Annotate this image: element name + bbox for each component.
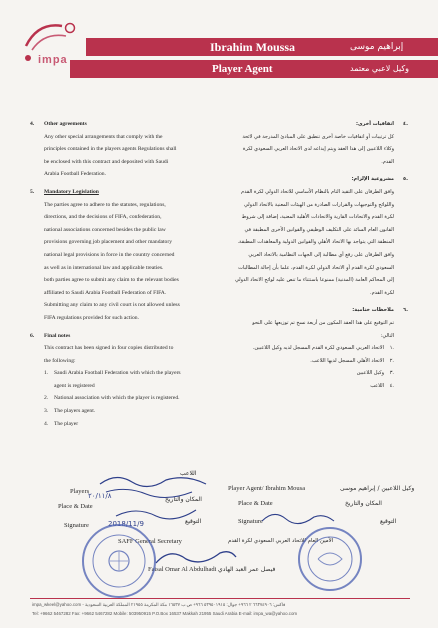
text-line: السعودي لكرة القدم أو الاتحاد الدولي لكرة القدم، علما بأن إحالة المطالبات <box>238 264 394 271</box>
text-line: The parties agree to adhere to the statutes, regulations, <box>44 201 166 208</box>
text-line: تم التوقيع على هذا العقد المكون من أربعة نسخ تم توزيعها على النحو <box>252 319 394 326</box>
text-line: This contract has been signed in four copies distributed to <box>44 345 174 352</box>
list-item: 1. Saudi Arabia Football Federation with which the players <box>44 370 181 377</box>
text-line: FIFA regulations provided for such action. <box>44 314 139 321</box>
section-heading: Other agreements <box>44 121 87 127</box>
place-date-label: Place & Date <box>58 503 93 510</box>
signature-label: Signature <box>64 522 89 529</box>
list-item: .٢ الاتحاد الأهلي المسجل لديها اللاعب. <box>310 357 394 364</box>
agent-signature-label: Signature <box>238 518 263 525</box>
text-line: principles contained in the players agents Regulations shall <box>44 146 177 153</box>
agent-title-ar: وكيل لاعبي معتمد <box>350 64 410 73</box>
section-number: 5. <box>30 188 35 195</box>
arabic-column <box>225 118 408 397</box>
section-number: 6. <box>30 332 35 339</box>
list-item: .٤ اللاعب <box>370 382 394 389</box>
text-line: affiliated to Saudi Arabia Football Federation of FIFA. <box>44 289 167 296</box>
text-line: Any other special arrangements that comply with the <box>44 133 163 140</box>
text-line: لكرة القدم. <box>369 289 394 296</box>
section-number: .٥ <box>403 176 408 183</box>
player-label-ar: اللاعب <box>180 470 197 477</box>
section-number: .٦ <box>403 307 408 314</box>
agent-place-label: Place & Date <box>238 500 273 507</box>
text-line: واللوائح والتوجيهات والقرارات الصادرة من الهيئات المعنية بالاتحاد الدولي <box>243 201 394 208</box>
agent-signature-label-ar: التوقيع <box>380 518 397 525</box>
text-line: national legal provisions in force in the country concerned <box>44 251 175 258</box>
english-column <box>30 118 220 435</box>
text-line: لكرة القدم والاتحادات القارية والاتحادات الأهلية المعنية، إضافة إلى شروط <box>241 214 394 221</box>
secretary-label: SAFF General Secretary <box>118 538 182 545</box>
text-line: provisions governing job placement and other mandatory <box>44 239 173 246</box>
section-heading: Final notes <box>44 332 71 339</box>
list-item: .١ الاتحاد العربي السعودي لكرة القدم المسجل لديه وكيل اللاعبين. <box>252 345 394 352</box>
text-line: Arabia Football Federation. <box>44 171 106 178</box>
text-line: directions, and the decisions of FIFA, confederation, <box>44 214 162 221</box>
section-other-agreements <box>30 118 220 181</box>
section-final-notes <box>30 330 220 431</box>
text-line: be enclosed with this contract and deposited with Saudi <box>44 158 169 165</box>
secretary-label-ar: الأمين العام للاتحاد العربي السعودي لكرة القدم <box>228 538 334 544</box>
signature-label-ar: التوقيع <box>185 518 202 525</box>
footer-divider <box>30 598 410 599</box>
agent-label: Player Agent/ Ibrahim Mousa <box>228 485 306 492</box>
player-label: Players <box>70 488 90 495</box>
section-number: 4. <box>30 121 35 127</box>
text-line: كل ترتيبات أو اتفاقيات خاصة أخرى تنطبق على المبادئ المدرجة في لائحة <box>242 133 394 140</box>
text-line: Submitting any claim to any civil court is not allowed unless <box>44 302 180 309</box>
text-line: إلى المحاكم العامة (المدنية) ممنوعا باستثناء ما تنص عليه لوائح الاتحاد الدولي <box>234 277 394 284</box>
text-line: as well as in international law and applicable treaties. <box>44 264 164 271</box>
section-heading: ملاحظات ختامية: <box>352 307 394 314</box>
section-heading: مشروعية الإلزام: <box>351 176 394 183</box>
section-heading: اتفاقيات أخرى: <box>355 121 394 127</box>
text-line: both parties agree to submit any claim to the relevant bodies <box>44 277 179 284</box>
list-item-continued: agent is registered <box>54 382 95 389</box>
text-line: national associations concerned besides the public law <box>44 226 166 233</box>
player-signature <box>96 470 216 530</box>
section-mandatory-legislation-ar <box>225 173 408 299</box>
secretary-name: Faisal Omar Al Abdulhadi <box>148 566 217 573</box>
agent-name-ar: إبراهيم موسى <box>350 42 404 52</box>
list-item: 3. The players agent. <box>44 408 96 415</box>
section-mandatory-legislation <box>30 186 220 325</box>
footer-contact-ar: impa_wkeel@yahoo.com - فاكس: ٦٦٣٧٤٩٠٦ ٢ ٩٦٦+ جوال: ٥٣٩٥٠١٩١٥ ٩٦٦+ ص.ب ١٦٥٣٧ مكة المكرمة ٢١٩٥٥ المملكة العربية السعودية <box>32 602 286 607</box>
section-other-agreements-ar <box>225 118 408 168</box>
text-line: المنطقة التي يتواجد بها الاتحاد الأهلي والقوانين الدولية والمعاهدات المطبقة. <box>237 239 394 246</box>
text-line: وكلاء اللاعبين إلى هذا العقد ويتم إيداعه لدى الاتحاد العربي السعودي لكرة <box>242 146 394 153</box>
text-line: القانون العام السائد على التكليف الوظيفي والقوانين الأخرى المطبقة في <box>244 226 394 233</box>
handwritten-date-sig: 2018/11/9 <box>108 520 144 528</box>
text-line: القدم. <box>381 158 394 165</box>
list-item: 4. The player <box>44 420 79 427</box>
secretary-signature <box>150 545 240 569</box>
text-line: وافق الطرفان على التقيد التام بالنظام الأساسي للاتحاد الدولي لكرة القدم <box>241 188 394 195</box>
agent-title-en: Player Agent <box>212 63 273 75</box>
section-heading: Mandatory Legislation <box>44 188 99 195</box>
list-item: .٣ وكيل اللاعبين <box>356 370 394 377</box>
section-final-notes-ar <box>225 304 408 392</box>
agent-label-ar: وكيل اللاعبين / إبراهيم موسى <box>340 485 415 492</box>
agent-stamp-icon <box>296 525 364 593</box>
text-line: the following: <box>44 357 76 364</box>
list-item: 2. National association with which the player is registered. <box>44 395 180 402</box>
place-date-label-ar: المكان والتاريخ <box>165 496 202 503</box>
footer-contact-en: Tel: +9662 5467282 Fax: +9662 5467282 Mobile: 503950915 P.O.Box 16537 Makkah 21955 Saudi Arabia E-mail: impa_wa@yahoo.com <box>32 611 298 616</box>
agent-place-label-ar: المكان والتاريخ <box>345 500 382 507</box>
text-line: وافق الطرفان على رفع أي مطالبة إلى الجهات النظامية بالاتحاد العربي <box>248 251 394 258</box>
text-line: التالي: <box>380 332 394 339</box>
saff-stamp-icon <box>80 522 158 600</box>
logo-text: impa <box>38 54 68 66</box>
handwritten-date-player: ٢٠/١١/٨ <box>88 492 112 500</box>
agent-name-en: Ibrahim Moussa <box>210 40 296 54</box>
secretary-name-ar: فيصل عمر العبد الهادي <box>218 566 276 573</box>
section-number: .٤ <box>403 121 408 127</box>
